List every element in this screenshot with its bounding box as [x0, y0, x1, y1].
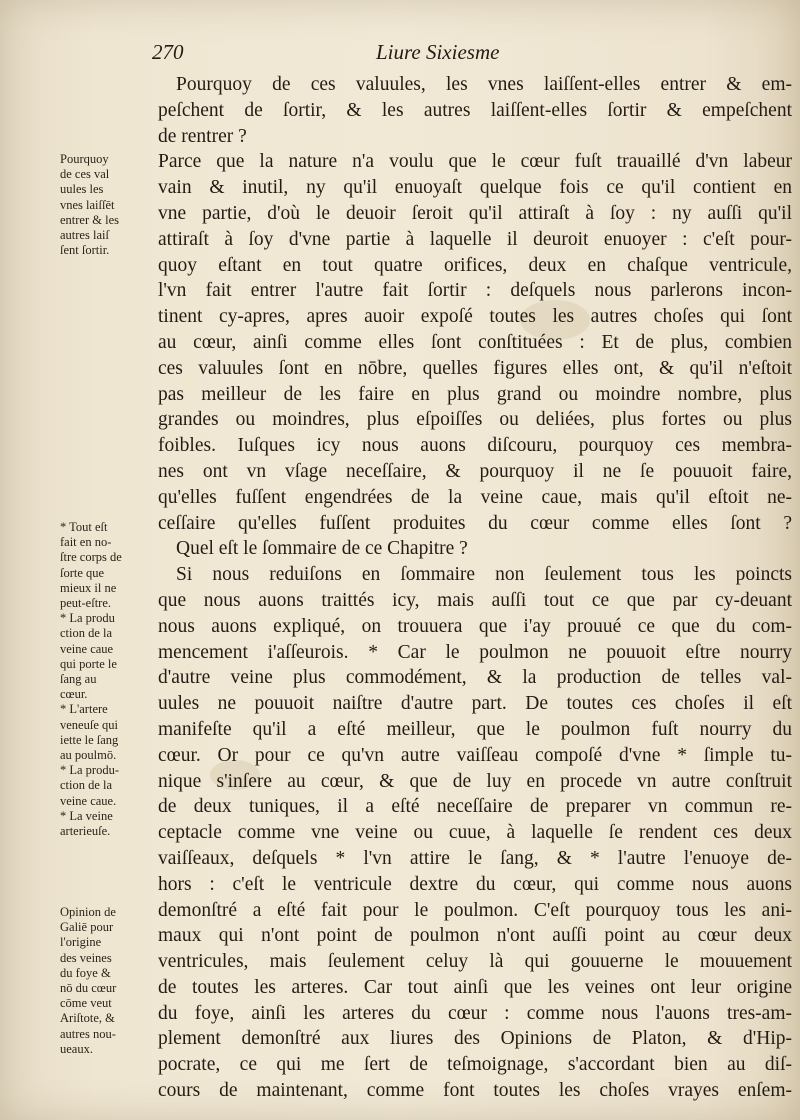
- margin-line: du foye &: [60, 965, 111, 980]
- margin-line: * Tout eſt: [60, 520, 108, 534]
- margin-line: arterieuſe.: [60, 824, 111, 839]
- text-line: quoy eſtant en tout quatre orifices, deux en chaſque ventricule,: [158, 254, 792, 276]
- margin-line: Ariſtote, &: [60, 1011, 115, 1026]
- text-line: nous auons expliqué, on trouuera que i'ay prouué ce que du com-: [158, 615, 792, 637]
- text-line: cours de maintenant, comme font toutes les choſes vrayes enſem-: [158, 1080, 792, 1102]
- margin-line: * La veine: [60, 808, 113, 823]
- margin-line: entrer & les: [60, 212, 120, 227]
- text-line: Si nous reduiſons en ſommaire non ſeulement tous les poincts: [176, 564, 792, 586]
- running-title: Liure Sixiesme: [376, 40, 500, 64]
- text-line: maux qui n'ont point de poulmon n'ont auſſi point au cœur deux: [158, 925, 792, 947]
- text-line: vaiſſeaux, deſquels * l'vn attire le ſang, & * l'autre l'enuoye de-: [158, 847, 792, 869]
- text-line: cœur. Or pour ce qu'vn autre vaiſſeau compoſé d'vne * ſimple tu-: [158, 744, 792, 766]
- section-question: Quel eſt le ſommaire de ce Chapitre ?: [176, 538, 468, 560]
- margin-line: peut-eſtre.: [60, 596, 112, 611]
- margin-note-valves: [60, 152, 160, 258]
- margin-line: autres nou-: [60, 1026, 116, 1041]
- text-line: qu'elles fuſſent engendrées de la veine caue, mais qu'il eſtoit ne-: [158, 486, 792, 508]
- text-line: foibles. Iuſques icy nous auons diſcouru, pourquoy ces membra-: [158, 435, 792, 457]
- margin-line: * La produ: [60, 611, 115, 626]
- margin-line: ſtre corps de: [60, 550, 122, 565]
- margin-line: iette le ſang: [60, 732, 119, 747]
- main-text: [158, 72, 792, 1104]
- margin-line: vnes laiſſēt: [60, 197, 115, 212]
- margin-line: des veines: [60, 950, 112, 965]
- text-line: peſchent de ſortir, & les autres laiſſent-elles ſortir & empeſchent: [158, 99, 792, 121]
- text-line: uules ne pouuoit naiſtre d'autre part. De toutes ces choſes il eſt: [158, 693, 792, 715]
- margin-line: nō du cœur: [60, 981, 117, 996]
- margin-line: l'origine: [60, 935, 102, 950]
- margin-line: veine caue: [60, 641, 114, 656]
- margin-line: au poulmō.: [60, 748, 117, 763]
- margin-line: fait en no-: [60, 535, 112, 550]
- margin-line: uules les: [60, 182, 104, 197]
- margin-line: ction de la: [60, 626, 113, 641]
- text-line: Parce que la nature n'a voulu que le cœur fuſt trauaillé d'vn labeur: [158, 151, 792, 173]
- margin-line: Opinion de: [60, 905, 116, 919]
- text-line: demonſtré a eſté fait pour le poulmon. C'eſt pourquoy tous les ani-: [158, 899, 792, 921]
- margin-line: veine caue.: [60, 793, 117, 808]
- margin-line: de ces val: [60, 167, 110, 182]
- margin-line: ſorte que: [60, 565, 105, 580]
- margin-line: Pourquoy: [60, 152, 109, 166]
- text-line: plement demonſtré aux liures des Opinions de Platon, & d'Hip-: [158, 1028, 792, 1050]
- margin-line: cōme veut: [60, 996, 112, 1011]
- margin-note-summary: [60, 520, 160, 839]
- text-line: attiraſt à ſoy d'vne partie à laquelle il deuroit enuoyer : c'eſt pour-: [158, 228, 792, 250]
- margin-line: * La produ-: [60, 763, 120, 778]
- text-line: que nous auons traittés icy, mais auſſi tout ce que par cy-deuant: [158, 589, 792, 611]
- text-line: tinent cy-apres, apres auoir expoſé toutes les autres choſes qui ſont: [158, 306, 792, 328]
- text-line: hors : c'eſt le ventricule dextre du cœur, qui comme nous auons: [158, 873, 792, 895]
- margin-line: cœur.: [60, 687, 88, 702]
- text-line: l'vn fait entrer l'autre fait ſortir : deſquels nous parlerons incon-: [158, 280, 792, 302]
- text-line: ces valuules ſont en nōbre, quelles figures elles ont, & qu'il n'eſtoit: [158, 357, 792, 379]
- text-line: manifeſte qu'il a eſté meilleur, que le poulmon fuſt nourry du: [158, 718, 792, 740]
- margin-line: ſang au: [60, 672, 97, 687]
- text-line: mencement i'aſſeurois. * Car le poulmon ne pouuoit eſtre nourry: [158, 641, 792, 663]
- margin-line: Galiē pour: [60, 920, 114, 935]
- text-line: ceſſaire qu'elles fuſſent produites du cœur comme elles ſont ?: [158, 512, 792, 534]
- text-line: d'autre veine plus commodément, & la production de telles val-: [158, 667, 792, 689]
- page-header: [148, 40, 788, 70]
- text-line: Pourquoy de ces valuules, les vnes laiſſent-elles entrer & em-: [176, 74, 792, 95]
- text-line: vne partie, d'où le deuoir ſeroit qu'il attiraſt à ſoy : ny auſſi qu'il: [158, 202, 792, 224]
- margin-line: mieux il ne: [60, 580, 117, 595]
- text-line: vain & inutil, ny qu'il enuoyaſt quelque fois ce qu'il contient en: [158, 177, 792, 199]
- text-line: de rentrer ?: [158, 125, 247, 147]
- text-line: pocrate, ce qui me ſert de teſmoignage, s'accordant bien au diſ-: [158, 1054, 792, 1076]
- text-line: de deux tuniques, il a eſté neceſſaire de preparer vn commun re-: [158, 796, 792, 818]
- margin-line: autres laiſ: [60, 228, 109, 243]
- text-line: ventricules, mais ſeulement celuy là qui gouuerne le mouuement: [158, 951, 792, 973]
- text-line: au cœur, ainſi comme elles ſont conſtituées : Et de plus, combien: [158, 331, 792, 353]
- page-number: 270: [152, 40, 184, 64]
- text-line: grandes ou moindres, plus eſpoiſſes ou deliées, plus fortes ou plus: [158, 409, 792, 431]
- text-line: du foye, ainſi les arteres du cœur : comme nous l'auons tres-am-: [158, 1002, 792, 1024]
- text-line: pas meilleur de les faire en plus grand ou moindre nombre, plus: [158, 383, 792, 405]
- margin-line: ſent ſortir.: [60, 243, 110, 258]
- text-line: de toutes les arteres. Car tout ainſi que les veines ont leur origine: [158, 976, 792, 998]
- text-line: ceptacle comme vne veine ou cuue, à laquelle ſe rendent ces deux: [158, 822, 792, 844]
- text-line: nique s'inſere au cœur, & que de luy en procede vn autre conſtruit: [158, 770, 792, 792]
- margin-line: veneuſe qui: [60, 717, 118, 732]
- margin-line: * L'artere: [60, 702, 108, 717]
- margin-line: ction de la: [60, 778, 113, 793]
- margin-note-galen: [60, 905, 160, 1057]
- margin-line: qui porte le: [60, 656, 117, 671]
- text-line: nes ont vn vſage neceſſaire, & pourquoy il ne ſe pouuoit faire,: [158, 460, 792, 482]
- margin-line: ueaux.: [60, 1041, 93, 1056]
